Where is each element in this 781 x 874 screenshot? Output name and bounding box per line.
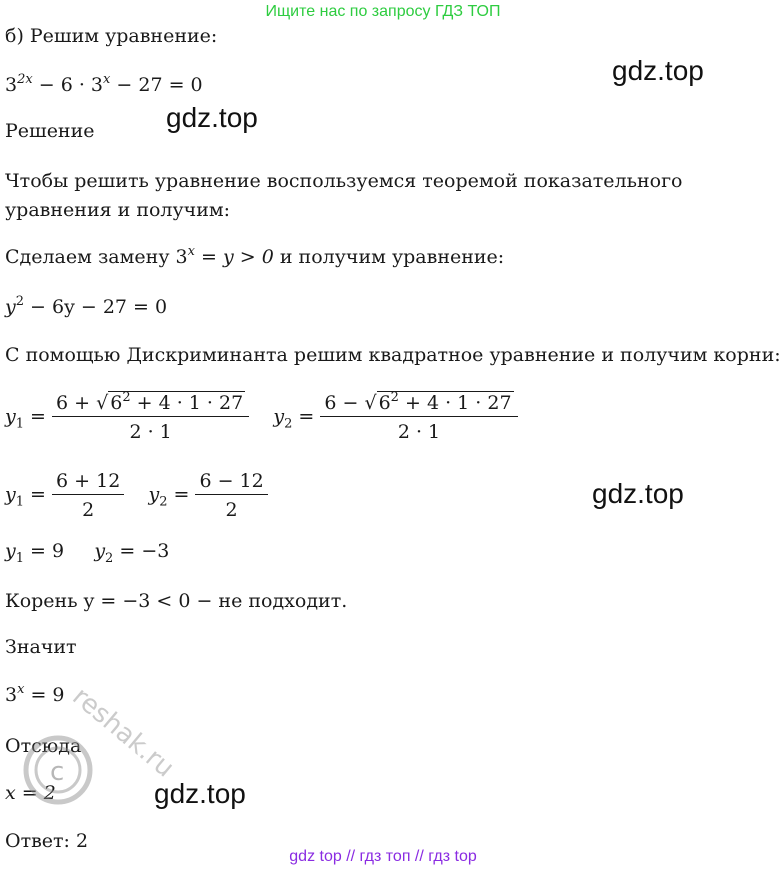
fraction: $\frac{6 + 12}{2}$ — [52, 470, 124, 521]
main-equation: $3^{2x} - 6 \cdot 3^x - 27 = 0$ — [5, 72, 203, 96]
watermark-gdz: gdz.top — [612, 55, 704, 86]
reject-root: Корень y = −3 < 0 − не подходит. — [5, 590, 348, 612]
hence-label: Отсюда — [5, 735, 82, 757]
therefore-label: Значит — [5, 636, 77, 658]
roots-formula: $y_1$ = $\frac{6 + √ 6^2 + 4 \cdot 1 \cdot 27}{2 \cdot 1}$ $y_2$ = $\frac{6 - √ 6^2 + 4 \cdot 1 \cdot 27}{2 \cdot 1}$ — [5, 392, 518, 443]
paragraph: Чтобы решить уравнение воспользуемся теоремой показательного — [5, 170, 683, 192]
watermark-gdz: gdz.top — [592, 478, 684, 509]
watermark-gdz: gdz.top — [154, 778, 246, 809]
top-banner: Ищите нас по запросу ГДЗ ТОП — [265, 3, 501, 20]
quadratic-equation: $y^2 - 6y - 27 = 0$ — [5, 294, 168, 318]
svg-text:c: c — [50, 757, 65, 787]
bottom-banner: gdz top // гдз топ // гдз top — [289, 848, 477, 865]
fraction: $\frac{6 + √ 6^2 + 4 \cdot 1 \cdot 27}{2 \cdot 1}$ — [52, 392, 249, 443]
substitution-line: Сделаем замену $3^x = y > 0$ и получим уравнение: — [5, 244, 505, 268]
watermark-gdz: gdz.top — [166, 102, 258, 133]
x-solution: x = 2 — [5, 782, 56, 804]
fraction: $\frac{6 - √ 6^2 + 4 \cdot 1 \cdot 27}{2 \cdot 1}$ — [320, 392, 517, 443]
reshak-stamp-watermark — [8, 680, 180, 830]
answer: Ответ: 2 — [5, 830, 89, 852]
fraction: $\frac{6 - 12}{2}$ — [195, 470, 267, 521]
svg-text:reshak.ru: reshak.ru — [66, 681, 180, 784]
roots-simplified: $y_1$ = $\frac{6 + 12}{2}$ $y_2$ = $\frac{6 - 12}{2}$ — [5, 470, 268, 521]
paragraph: уравнения и получим: — [5, 199, 231, 221]
roots-values: $y_1 = 9$ $y_2 = -3$ — [5, 540, 170, 566]
problem-heading: б) Решим уравнение: — [5, 25, 218, 47]
final-equation: $3^x = 9$ — [5, 682, 65, 706]
discriminant-text: С помощью Дискриминанта решим квадратное уравнение и получим корни: — [5, 344, 781, 366]
solution-label: Решение — [5, 120, 95, 142]
